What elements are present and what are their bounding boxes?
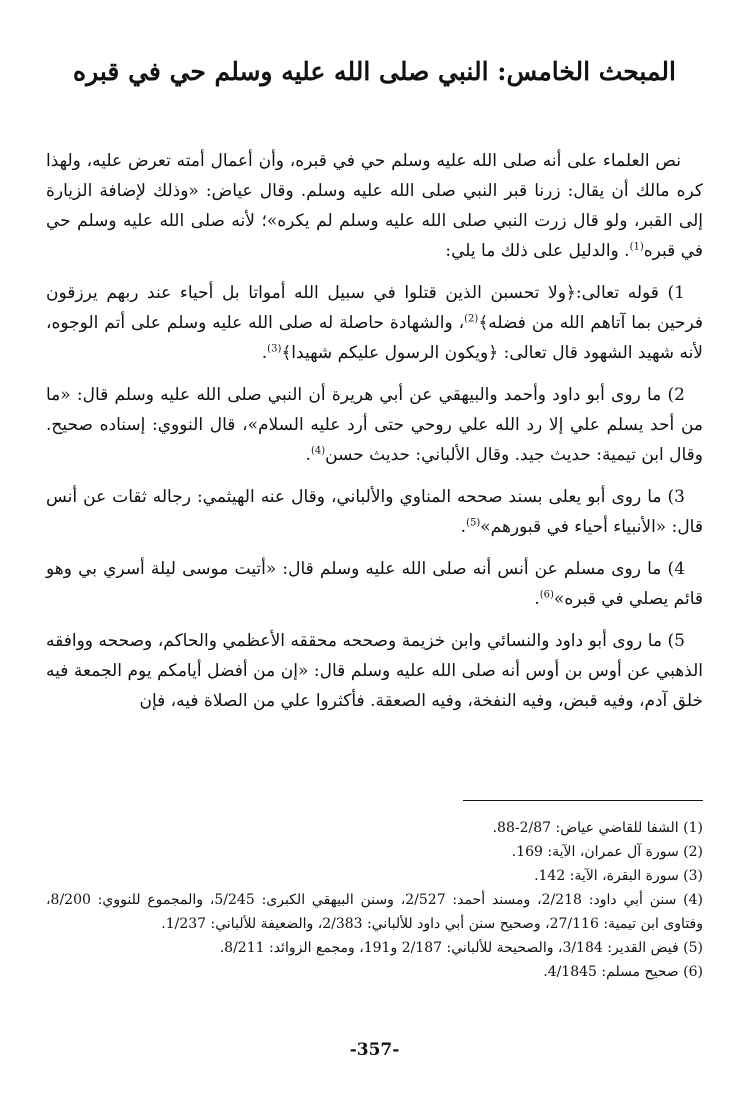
evidence-4-tail: . [534,589,540,609]
footnote-ref-4: (4) [310,445,326,457]
evidence-item-4 [46,554,703,614]
footnote-ref-6: (6) [539,589,554,601]
evidence-item-2 [46,380,703,470]
footnote-ref-2: (2) [464,313,479,325]
intro-text: نص العلماء على أنه صلى الله عليه وسلم حي في قبره، وأن أعمال أمته تعرض عليه، ولهذا كره مالك أن يقال: زرنا قبر النبي صلى الله عليه وسلم. وقال عياض: «وذلك لإضافة الزيارة إلى القبر، ولو قال زرت النبي صلى الله عليه وسلم لم يكره»؛ لأنه صلى الله عليه وسلم حي في قبره [46,151,703,261]
section-title: المبحث الخامس: النبي صلى الله عليه وسلم حي في قبره [72,57,676,86]
evidence-item-5: 5) ما روى أبو داود والنسائي وابن خزيمة وصححه محققه الأعظمي والحاكم، وصححه ووافقه الذهبي عن أوس بن أوس أنه صلى الله عليه وسلم قال: «إن من أفضل أيامكم يوم الجمعة فيه خلق آدم، وفيه قبض، وفيه النفخة، وفيه الصعقة. فأكثروا علي من الصلاة فيه، فإن [46,631,703,711]
footnote-5: (5) فيض القدير: 3/184، والصحيحة للألباني: 2/187 و191، ومجمع الزوائد: 8/211. [219,940,703,956]
footnote-1: (1) الشفا للقاضي عياض: 2/87-88. [492,820,703,836]
intro-tail: . والدليل على ذلك ما يلي: [445,241,630,261]
footnote-divider [463,800,703,801]
footnote-2: (2) سورة آل عمران، الآية: 169. [511,844,703,860]
footnote-ref-1: (1) [629,241,644,253]
footnote-6: (6) صحيح مسلم: 4/1845. [543,964,703,980]
evidence-2-text: 2) ما روى أبو داود وأحمد والبيهقي عن أبي هريرة أن النبي صلى الله عليه وسلم قال: «ما من أحد يسلم علي إلا رد الله علي روحي حتى أرد عليه السلام»، قال النووي: إسناده صحيح. وقال ابن تيمية: حديث جيد. وقال الألباني: حديث حسن [46,385,703,465]
footnote-ref-3: (3) [267,343,282,355]
main-text [46,146,703,728]
footnote-ref-5: (5) [466,517,481,529]
evidence-1-text-a: 1) قوله تعالى:﴿ولا تحسبن الذين قتلوا في سبيل الله أمواتا بل أحياء عند ربهم يرزقون فرحين بما آتاهم الله من فضله﴾ [46,283,703,333]
evidence-1-text-b: ، والشهادة حاصلة له صلى الله عليه وسلم على أتم الوجوه، لأنه شهيد الشهود قال تعالى: ﴿ويكون الرسول عليكم شهيدا﴾ [46,313,703,363]
evidence-item-3 [46,482,703,542]
footnotes [46,816,703,984]
footnote-4: (4) سنن أبي داود: 2/218، ومسند أحمد: 2/527، وسنن البيهقي الكبرى: 5/245، والمجموع للنووي: 8/200، وفتاوى ابن تيمية: 27/116، وصحيح سنن أبي داود للألباني: 2/383، والضعيفة للألباني: 1/237. [46,892,703,932]
page-number: -357- [349,1040,400,1060]
evidence-3-text: 3) ما روى أبو يعلى بسند صححه المناوي والألباني، وقال عنه الهيثمي: رجاله ثقات عن أنس قال: «الأنبياء أحياء في قبورهم» [46,487,703,537]
evidence-4-text: 4) ما روى مسلم عن أنس أنه صلى الله عليه وسلم قال: «أتيت موسى ليلة أسري بي وهو قائم يصلي في قبره» [46,559,703,609]
footnote-3: (3) سورة البقرة، الآية: 142. [534,868,703,884]
evidence-3-tail: . [460,517,467,537]
intro-paragraph [46,146,703,266]
evidence-1-tail: . [261,343,268,363]
evidence-item-1 [46,278,703,368]
evidence-2-tail: . [305,445,311,465]
